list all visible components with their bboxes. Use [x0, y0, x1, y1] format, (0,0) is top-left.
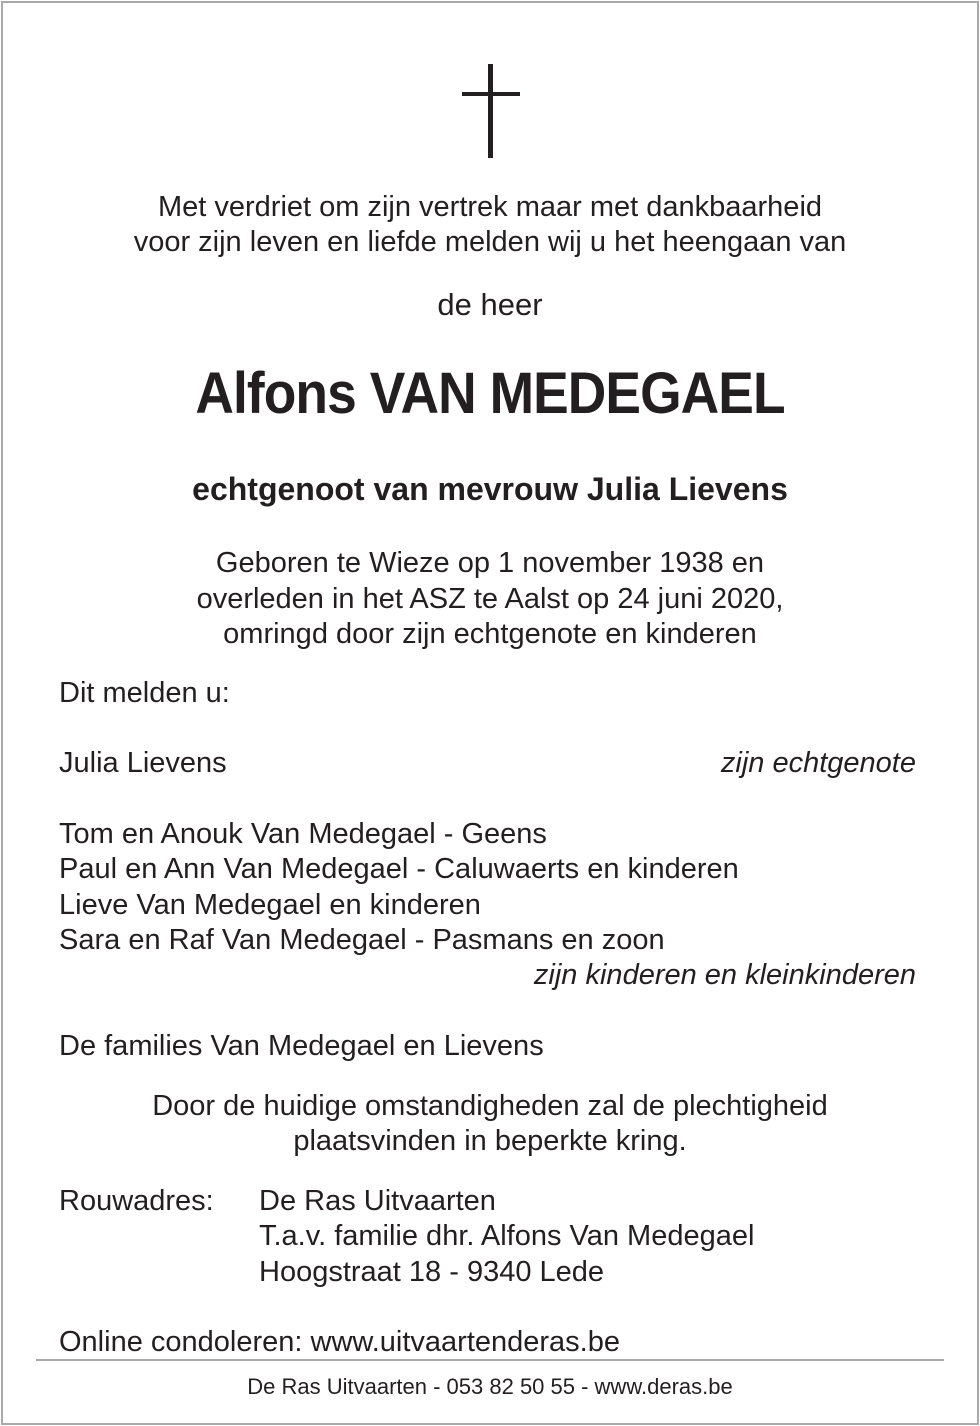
life-line-3: omringd door zijn echtgenote en kinderen — [223, 618, 757, 650]
footer-divider — [36, 1359, 944, 1361]
cross-icon — [462, 64, 520, 158]
address-line-3: Hoogstraat 18 - 9340 Lede — [259, 1256, 605, 1288]
child-entry: Tom en Anouk Van Medegael - Geens — [59, 818, 547, 850]
online-condolence: Online condoleren: www.uitvaartenderas.be — [59, 1326, 620, 1358]
notice-line-2: plaatsvinden in beperkte kring. — [293, 1125, 687, 1157]
spouse-line: echtgenoot van mevrouw Julia Lievens — [192, 471, 788, 507]
spouse-entry-relation: zijn echtgenote — [720, 747, 916, 779]
address-line-2: T.a.v. familie dhr. Alfons Van Medegael — [259, 1220, 755, 1252]
address-label: Rouwadres: — [59, 1185, 214, 1217]
intro-line-1: Met verdriet om zijn vertrek maar met dankbaarheid — [157, 191, 823, 223]
child-entry: Lieve Van Medegael en kinderen — [59, 889, 481, 921]
address-line-1: De Ras Uitvaarten — [259, 1185, 496, 1217]
spouse-entry-name: Julia Lievens — [59, 747, 227, 779]
announce-label: Dit melden u: — [59, 677, 230, 709]
intro-line-2: voor zijn leven en liefde melden wij u het heengaan van — [133, 226, 847, 258]
families-line: De families Van Medegael en Lievens — [59, 1030, 544, 1062]
notice-line-1: Door de huidige omstandigheden zal de plechtigheid — [152, 1090, 828, 1122]
honorific: de heer — [437, 287, 543, 322]
life-line-2: overleden in het ASZ te Aalst op 24 juni 2020, — [196, 583, 784, 615]
children-relation: zijn kinderen en kleinkinderen — [533, 959, 916, 991]
child-entry: Paul en Ann Van Medegael - Caluwaerts en kinderen — [59, 853, 739, 885]
deceased-name: Alfons VAN MEDEGAEL — [195, 361, 785, 426]
life-line-1: Geboren te Wieze op 1 november 1938 en — [215, 547, 765, 579]
child-entry: Sara en Raf Van Medegael - Pasmans en zoon — [59, 924, 665, 956]
footer-contact: De Ras Uitvaarten - 053 82 50 55 - www.deras.be — [247, 1374, 733, 1399]
